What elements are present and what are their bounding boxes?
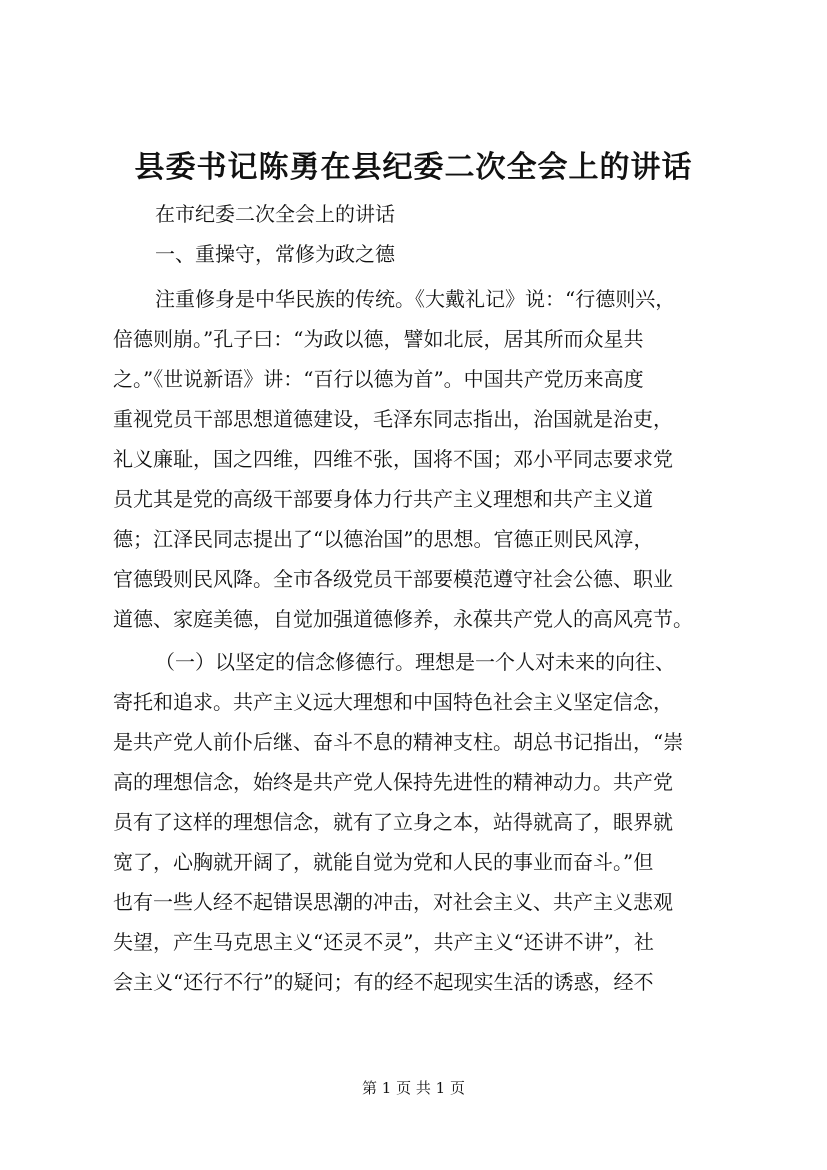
paragraph-2-line: （一）以坚定的信念修德行。理想是一个人对未来的向往、 [155, 650, 675, 674]
document-subtitle: 在市纪委二次全会上的讲话 [155, 202, 395, 226]
paragraph-2-line: 失望，产生马克思主义“还灵不灵”，共产主义“还讲不讲”，社 [113, 930, 654, 954]
paragraph-1-line: 道德、家庭美德，自觉加强道德修养，永葆共产党人的高风亮节。 [113, 607, 693, 631]
paragraph-2-line: 高的理想信念，始终是共产党人保持先进性的精神动力。共产党 [113, 770, 673, 794]
page-number-footer: 第 1 页 共 1 页 [362, 1079, 465, 1097]
paragraph-1-line: 官德毁则民风降。全市各级党员干部要模范遵守社会公德、职业 [113, 567, 673, 591]
paragraph-2-line: 会主义“还行不行”的疑问；有的经不起现实生活的诱惑，经不 [113, 970, 654, 994]
paragraph-1-line: 礼义廉耻，国之四维，四维不张，国将不国；邓小平同志要求党 [113, 447, 673, 471]
paragraph-1-line: 员尤其是党的高级干部要身体力行共产主义理想和共产主义道 [113, 487, 653, 511]
paragraph-2-line: 是共产党人前仆后继、奋斗不息的精神支柱。胡总书记指出，“崇 [113, 730, 684, 754]
paragraph-1-line: 之。”《世说新语》讲：“百行以德为首”。中国共产党历来高度 [113, 367, 644, 391]
paragraph-2-line: 寄托和追求。共产主义远大理想和中国特色社会主义坚定信念， [113, 690, 673, 714]
paragraph-2-line: 也有一些人经不起错误思潮的冲击，对社会主义、共产主义悲观 [113, 890, 673, 914]
paragraph-2-line: 员有了这样的理想信念，就有了立身之本，站得就高了，眼界就 [113, 810, 673, 834]
paragraph-2-line: 宽了，心胸就开阔了，就能自觉为党和人民的事业而奋斗。”但 [113, 850, 654, 874]
paragraph-1-line: 倍德则崩。”孔子曰：“为政以德，譬如北辰，居其所而众星共 [113, 327, 644, 351]
paragraph-1-line: 德；江泽民同志提出了“以德治国”的思想。官德正则民风淳， [113, 527, 654, 551]
section-heading: 一、重操守，常修为政之德 [155, 242, 395, 266]
paragraph-1-line: 注重修身是中华民族的传统。《大戴礼记》说：“行德则兴， [155, 287, 676, 311]
paragraph-1-line: 重视党员干部思想道德建设，毛泽东同志指出，治国就是治吏， [113, 407, 673, 431]
document-title: 县委书记陈勇在县纪委二次全会上的讲话 [134, 150, 693, 185]
